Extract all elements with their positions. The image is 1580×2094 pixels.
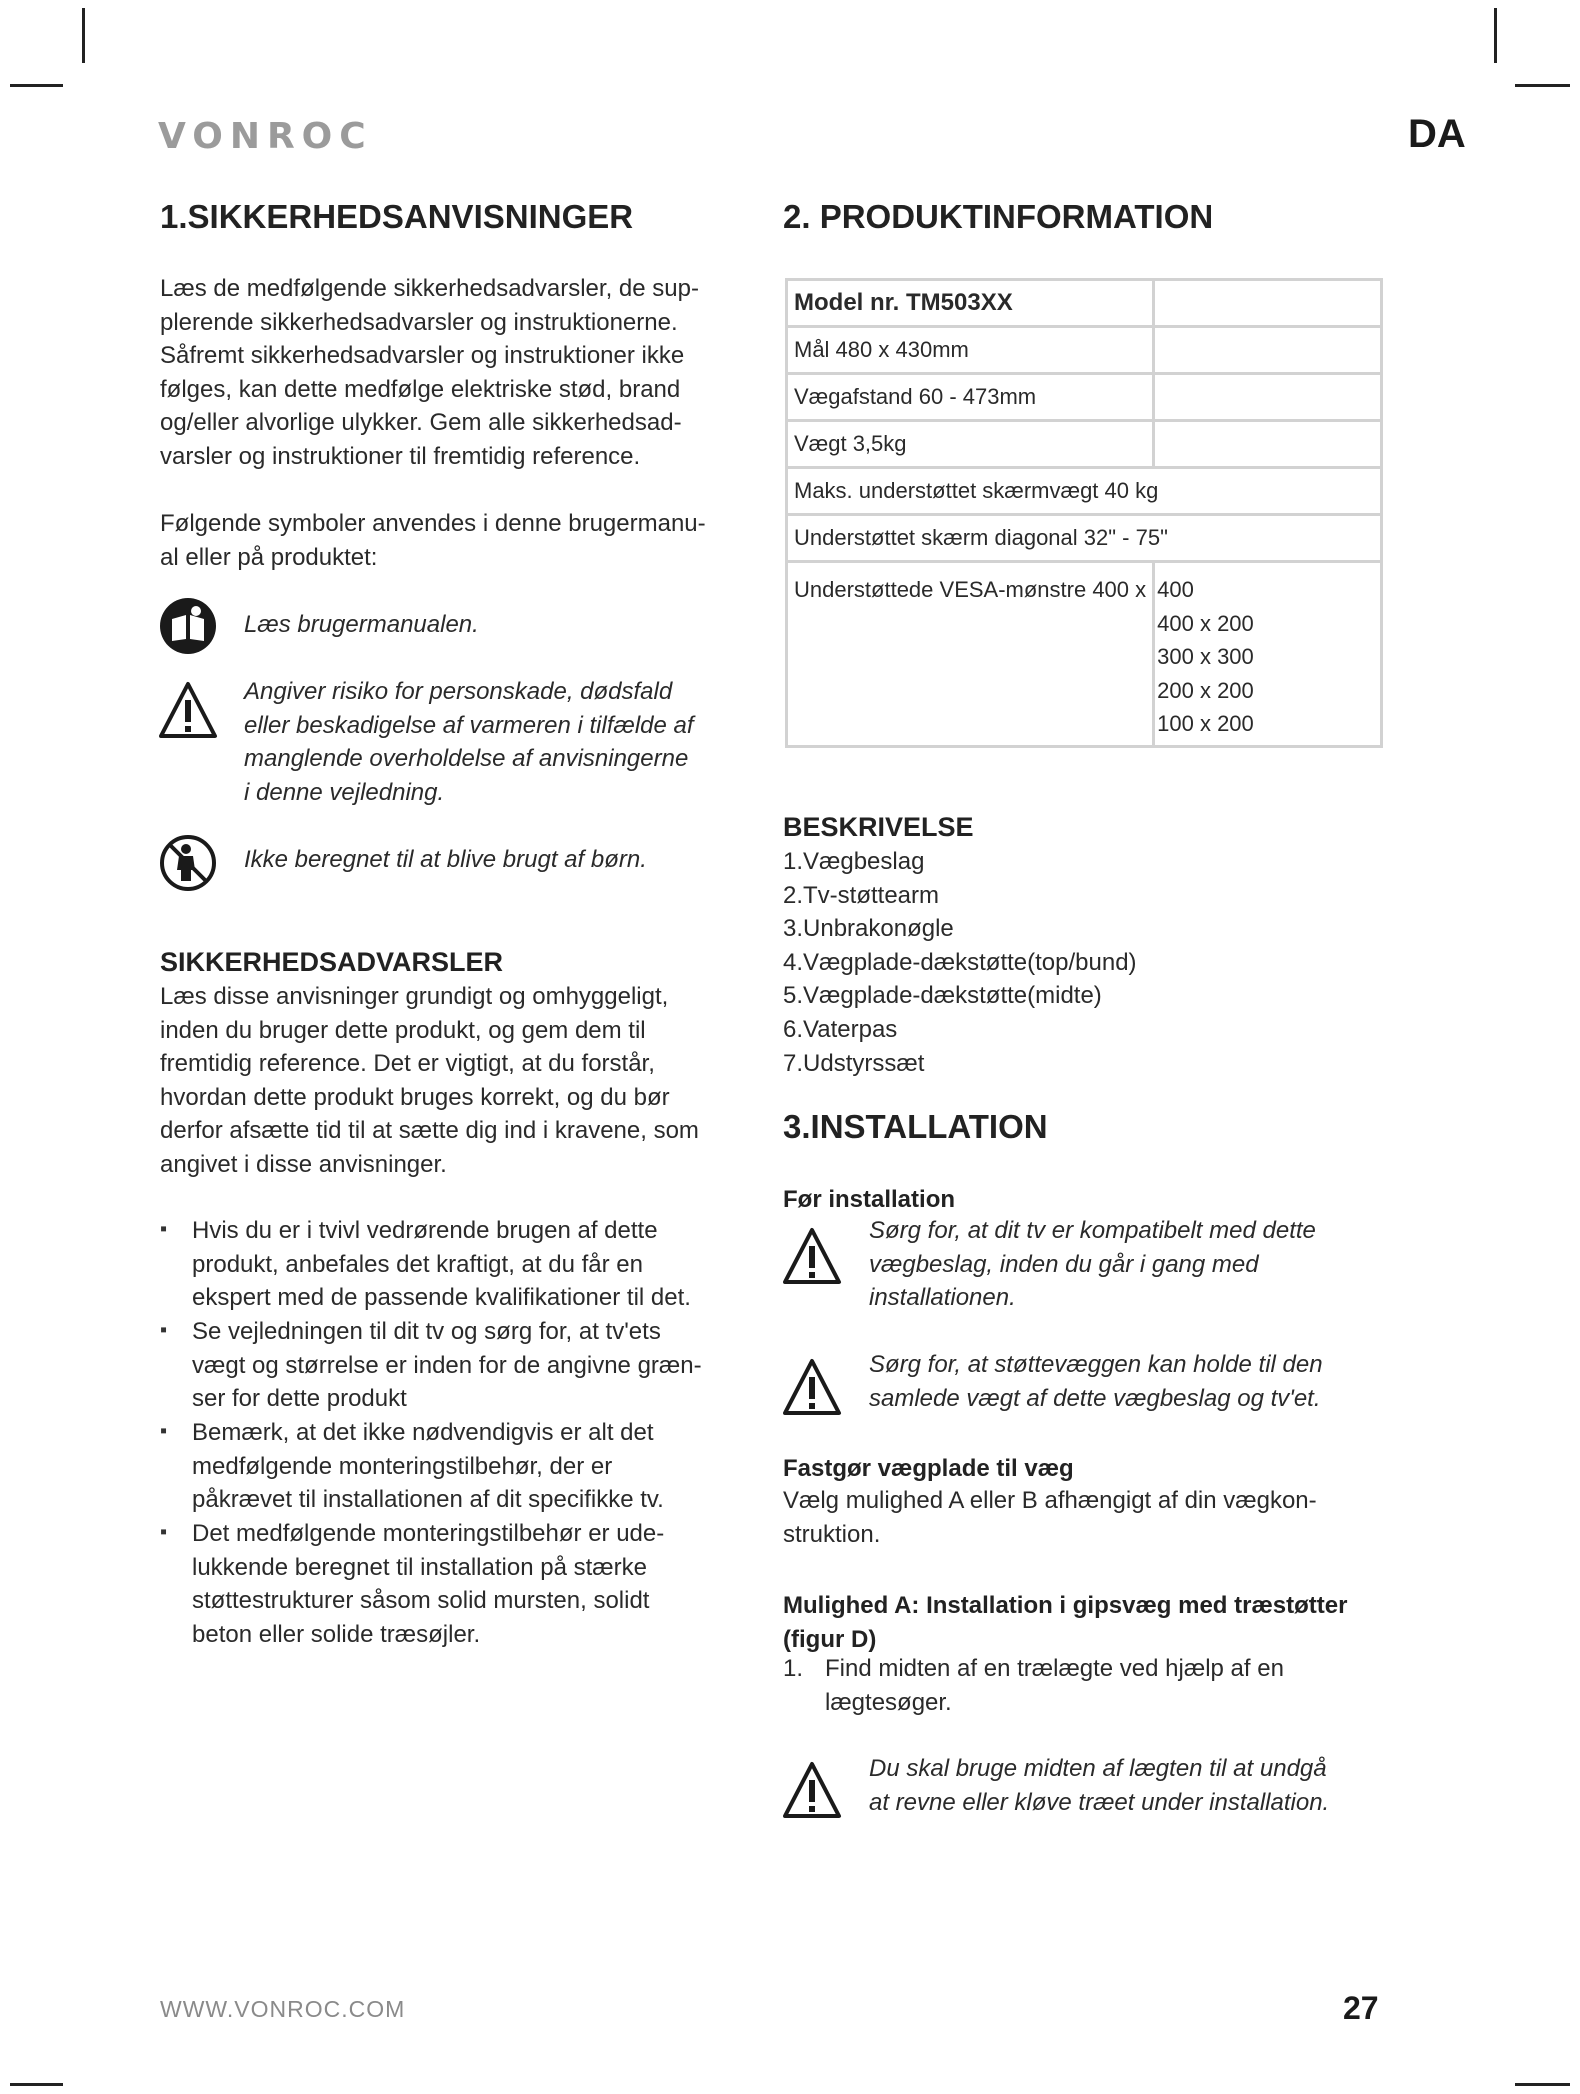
wall-capacity-warning-text: Sørg for, at støttevæggen kan holde til den samlede vægt af dette vægbeslag og tv'et. [869,1351,1323,1412]
warning-icon [781,1357,843,1417]
crop-mark [1515,2083,1570,2086]
section-title-installation: 3.INSTALLATION [783,1108,1048,1145]
bullet-marker: ▪ [160,1218,168,1240]
list-item: Hvis du er i tvivl vedrørende brugen af dette produkt, anbefales det kraftigt, at du får en ekspert med de passende kvalifikationer til det. [192,1217,691,1312]
read-manual-icon [159,597,217,655]
footer-url: WWW.VONROC.COM [160,1996,406,2022]
section-title-product-info: 2. PRODUKTINFORMATION [783,198,1214,235]
safety-warnings-paragraph: Læs disse anvisninger grundigt og omhyggeligt, inden du bruger dette produkt, og gem dem til fremtidig reference. Det er vigtigt, at du forstår, hvordan dette produkt bruges korrekt, og du bør derfor afsætte tid til at sætte dig ind i kravene, som angivet i disse anvisninger. [160,983,699,1178]
list-item: Bemærk, at det ikke nødvendigvis er alt det medfølgende monteringstilbehør, der er påkrævet til installationen af dit specifikke tv. [192,1419,664,1514]
symbol-warning-text: Angiver risiko for personskade, dødsfald eller beskadigelse af varmeren i tilfælde af manglende overholdelse af anvisningerne i denne vejledning. [244,678,694,806]
option-a-heading: Mulighed A: Installation i gipsvæg med træstøtter (figur D) [783,1592,1348,1653]
spec-cell: Understøttede VESA-mønstre 400 x [787,562,1154,747]
crop-mark [82,8,85,63]
list-item: Det medfølgende monteringstilbehør er ude- lukkende beregnet til installation på stærke støttestrukturer såsom solid mursten, solidt beton eller solide træsøjler. [192,1520,665,1648]
table-row [787,515,1382,562]
safety-intro-paragraph: Læs de medfølgende sikkerhedsadvarsler, de sup- plerende sikkerhedsadvarsler og instruktionerne. Såfremt sikkerhedsadvarsler og instruktioner ikke følges, kan dette medfølge elektriske stød, brand og/eller alvorlige ulykker. Gem alle sikkerhedsad- varsler og instruktioner til fremtidig reference. [160,275,699,470]
description-heading: BESKRIVELSE [783,812,974,842]
list-item: 5.Vægplade-dækstøtte(midte) [783,982,1102,1010]
crop-mark [10,2083,63,2086]
vesa-values-cell: 400 400 x 200 300 x 300 200 x 200 100 x 200 [1154,562,1382,747]
list-item: 7.Udstyrssæt [783,1049,925,1077]
fasten-wallplate-heading: Fastgør vægplade til væg [783,1455,1074,1482]
list-item: 6.Vaterpas [783,1015,898,1043]
list-item: 2.Tv-støttearm [783,881,940,909]
table-row [787,327,1382,374]
symbol-children-text: Ikke beregnet til at blive brugt af børn. [244,846,647,873]
list-item: 3.Unbrakonøgle [783,915,954,943]
spec-cell: Mål 480 x 430mm [787,327,1154,374]
crop-mark [1494,8,1497,63]
table-row [787,421,1382,468]
stud-center-warning-text: Du skal bruge midten af lægten til at undgå at revne eller kløve træet under installation. [869,1755,1330,1816]
compatibility-warning-text: Sørg for, at dit tv er kompatibelt med dette vægbeslag, inden du går i gang med installationen. [869,1217,1316,1312]
description-list [783,845,1137,1080]
list-item: Se vejledningen til dit tv og sørg for, at tv'ets vægt og størrelse er inden for de angivne græn- ser for dette produkt [192,1318,702,1413]
crop-mark [10,84,63,87]
option-a-step-text: Find midten af en trælægte ved hjælp af en lægtesøger. [825,1655,1284,1716]
spec-cell: Understøttet skærm diagonal 32" - 75" [787,515,1382,562]
spec-table [785,278,1383,748]
crop-mark [1515,84,1570,87]
table-row [787,468,1382,515]
symbols-intro-paragraph: Følgende symboler anvendes i denne brugermanu- al eller på produktet: [160,510,706,571]
spec-cell: Maks. understøttet skærmvægt 40 kg [787,468,1382,515]
list-item: 4.Vægplade-dækstøtte(top/bund) [783,948,1137,976]
spec-cell: Vægt 3,5kg [787,421,1154,468]
language-code: DA [1408,112,1466,156]
fasten-wallplate-paragraph: Vælg mulighed A eller B afhængigt af din vægkon- struktion. [783,1487,1317,1548]
table-row [787,374,1382,421]
spec-value-cell [1154,421,1382,468]
bullet-marker: ▪ [160,1521,168,1543]
option-a-step-number: 1. [783,1655,804,1682]
before-installation-heading: Før installation [783,1186,956,1213]
bullet-marker: ▪ [160,1420,168,1442]
spec-value-cell [1154,280,1382,327]
spec-cell: Vægafstand 60 - 473mm [787,374,1154,421]
safety-warnings-heading: SIKKERHEDSADVARSLER [160,947,504,977]
section-title-safety: 1.SIKKERHEDSANVISNINGER [160,198,634,235]
list-item: 1.Vægbeslag [783,848,925,875]
spec-value-cell [1154,374,1382,421]
table-row [787,562,1382,747]
spec-value-cell [1154,327,1382,374]
symbol-manual-text: Læs brugermanualen. [244,611,479,638]
bullet-marker: ▪ [160,1319,168,1341]
brand-logo: VONROC [158,116,373,157]
page-number: 27 [1343,1990,1379,2026]
no-children-icon [159,834,217,892]
warning-icon [157,680,219,740]
table-row [787,280,1382,327]
warning-icon [781,1760,843,1820]
warning-icon [781,1226,843,1286]
spec-cell: Model nr. TM503XX [787,280,1154,327]
